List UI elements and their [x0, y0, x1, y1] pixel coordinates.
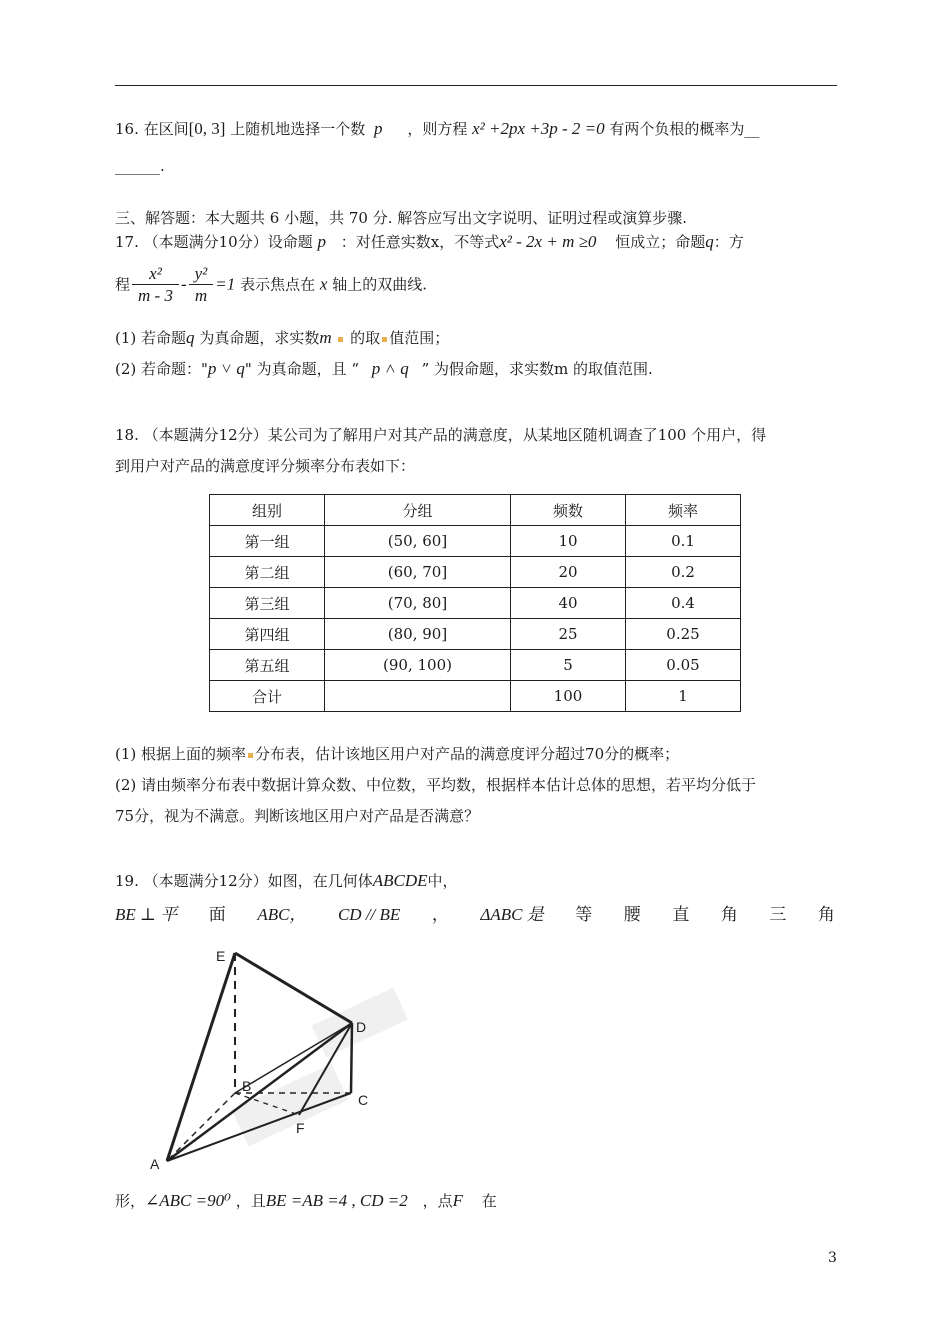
- q16-text-4: 有两个负根的概率为__: [609, 120, 760, 138]
- q17-sub1: [115, 327, 449, 349]
- scan-mark: [382, 337, 387, 342]
- q19-line3-text-d: 在: [481, 1192, 497, 1210]
- table-header-cell: 频率: [626, 495, 741, 526]
- table-cell: 第四组: [210, 619, 325, 650]
- table-cell: [325, 681, 511, 712]
- q17-sub1-var-q: q: [186, 328, 195, 347]
- table-cell: 0.1: [626, 526, 741, 557]
- table-header-row: [210, 495, 741, 526]
- q18-sub2-line1: [115, 774, 756, 796]
- q19-angle: ∠ABC =90⁰: [145, 1191, 231, 1210]
- table-row: [210, 588, 741, 619]
- q16-text-1: 16. 在区间: [115, 120, 189, 138]
- q17-var-q: q: [705, 232, 714, 251]
- q17-var-p: p: [317, 232, 326, 251]
- q16-equation: x² +2px +3p - 2 =0: [472, 119, 605, 138]
- q19-lengths: BE =AB =4 , CD =2: [265, 1191, 408, 1210]
- frequency-table: [209, 494, 741, 712]
- q16-var-p: p: [374, 119, 383, 138]
- q16-answer-blank: ______.: [115, 157, 165, 175]
- q17-sub1-text-d: 值范围；: [389, 329, 450, 347]
- table-cell: 第五组: [210, 650, 325, 681]
- q19-line3-text-a: 形，: [115, 1192, 146, 1210]
- q17-minus: -: [180, 274, 187, 294]
- table-row: [210, 526, 741, 557]
- q16-text-3: ，则方程: [407, 120, 468, 138]
- table-cell: 0.25: [626, 619, 741, 650]
- q19-token: 角: [817, 905, 835, 925]
- table-cell: 合计: [210, 681, 325, 712]
- q16-interval: [0, 3]: [188, 119, 226, 138]
- table-cell: 0.4: [626, 588, 741, 619]
- page-number: 3: [828, 1250, 837, 1266]
- table-cell: (90, 100): [325, 650, 511, 681]
- table-cell: 100: [511, 681, 626, 712]
- q17-var-x: x: [319, 274, 328, 294]
- q17-sub2-text-b: " 为真命题，且 “: [244, 360, 360, 378]
- q18-text-1: 18. （本题满分12分）某公司为了解用户对其产品的满意度，从某地区随机调查了100 个用户，得: [115, 426, 767, 444]
- table-cell: 10: [511, 526, 626, 557]
- q18-sub2-line2: [115, 805, 479, 827]
- table-cell: 25: [511, 619, 626, 650]
- q17-line2: [115, 264, 427, 307]
- q18-line2: [115, 455, 415, 477]
- table-cell: 第一组: [210, 526, 325, 557]
- label-F: F: [296, 1120, 305, 1136]
- q18-line1: [115, 424, 766, 446]
- q19-token: 直: [672, 905, 690, 925]
- q17-text-2: ：对任意实数x，不等式: [340, 233, 500, 251]
- q19-token: BE ⊥ 平: [115, 905, 178, 924]
- q18-sub2-text-2: 75分，视为不满意。判断该地区用户对产品是否满意？: [115, 807, 480, 825]
- table-cell: 5: [511, 650, 626, 681]
- q19-solid-name: ABCDE: [372, 871, 428, 890]
- q19-line3-text-b: ，且: [235, 1192, 266, 1210]
- table-cell: 第三组: [210, 588, 325, 619]
- q17-text-prefix: 程: [115, 275, 131, 294]
- table-row: [210, 619, 741, 650]
- table-cell: 0.2: [626, 557, 741, 588]
- q18-sub1: [115, 743, 679, 765]
- q19-token: ΔABC 是: [480, 905, 544, 924]
- q17-fraction-1: $\frac{\text{x²}}{m - 3}$: [132, 264, 179, 307]
- q17-text-end: 轴上的双曲线.: [332, 275, 427, 294]
- label-C: C: [358, 1092, 369, 1108]
- q17-line1: [115, 231, 744, 253]
- q16-line1: [115, 118, 759, 140]
- table-header-cell: 分组: [325, 495, 511, 526]
- q18-sub2-text-1: (2) 请由频率分布表中数据计算众数、中位数，平均数，根据样本估计总体的思想，若平均分低于: [115, 776, 757, 794]
- q19-line3-text-c: ，点: [422, 1192, 453, 1210]
- solid-diagram: [115, 935, 415, 1175]
- q19-token: 角: [720, 905, 738, 925]
- table-cell: (60, 70]: [325, 557, 511, 588]
- table-cell: (50, 60]: [325, 526, 511, 557]
- q19-line1: [115, 870, 458, 892]
- q18-sub1-text-b: 分布表，估计该地区用户对产品的满意度评分超过70分的概率；: [255, 745, 680, 763]
- table-cell: (70, 80]: [325, 588, 511, 619]
- table-cell: 40: [511, 588, 626, 619]
- q17-inequality: x² - 2x + m ≥0: [499, 232, 597, 251]
- scan-mark: [338, 337, 343, 342]
- q17-equals-one: =1: [215, 274, 236, 294]
- table-row: [210, 681, 741, 712]
- q19-token: 三: [769, 905, 787, 925]
- label-D: D: [356, 1019, 367, 1035]
- q19-point-F: F: [452, 1191, 463, 1210]
- table-row: [210, 557, 741, 588]
- q19-token: 等: [575, 905, 593, 925]
- q17-sub1-text-c: 的取: [350, 329, 381, 347]
- scan-mark: [248, 753, 253, 758]
- section-heading-text: 三、解答题：本大题共 6 小题，共 70 分. 解答应写出文字说明、证明过程或演算步骤.: [115, 209, 688, 227]
- q17-sub1-text-b: 为真命题，求实数: [199, 329, 320, 347]
- q19-token: 面: [208, 905, 226, 925]
- q19-line2: [115, 900, 835, 925]
- label-A: A: [150, 1156, 160, 1172]
- q18-text-2: 到用户对产品的满意度评分频率分布表如下：: [115, 457, 416, 475]
- q17-sub1-var-m: m: [319, 328, 332, 347]
- q17-sub2: [115, 358, 653, 380]
- q17-text-suffix: 表示焦点在: [240, 275, 316, 294]
- q19-text-a: 19. （本题满分12分）如图，在几何体: [115, 872, 373, 890]
- table-cell: 第二组: [210, 557, 325, 588]
- q16-text-2: 上随机地选择一个数: [230, 120, 366, 138]
- q19-token: CD // BE: [337, 905, 401, 924]
- q17-sub2-text-c: ” 为假命题，求实数m 的取值范围.: [421, 360, 653, 378]
- q17-sub2-p-and-q: p ˄ q: [371, 359, 409, 378]
- q17-fraction-2: $\frac{\text{y²}}{m}$: [189, 264, 214, 307]
- label-E: E: [216, 948, 226, 964]
- q19-token: ABC，: [257, 905, 307, 924]
- q19-text-b: 中，: [427, 872, 458, 890]
- table-header-cell: 频数: [511, 495, 626, 526]
- table-cell: 1: [626, 681, 741, 712]
- q17-sub1-text-a: (1) 若命题: [115, 329, 187, 347]
- geometry-figure: [115, 935, 415, 1175]
- q19-token: 腰: [623, 905, 641, 925]
- q16-line2: [115, 155, 165, 177]
- q18-sub1-text-a: (1) 根据上面的频率: [115, 745, 247, 763]
- header-rule: [115, 85, 837, 86]
- table-row: [210, 650, 741, 681]
- section-heading: [115, 207, 687, 229]
- q19-token: ，: [431, 905, 449, 925]
- table-cell: (80, 90]: [325, 619, 511, 650]
- q17-text-3: 恒成立；命题: [615, 233, 706, 251]
- q17-text-1: 17. （本题满分10分）设命题: [115, 233, 313, 251]
- table-cell: 0.05: [626, 650, 741, 681]
- q17-sub2-p-or-q: p ˅ q: [207, 359, 245, 378]
- edge-DC: [351, 1023, 352, 1093]
- table-cell: 20: [511, 557, 626, 588]
- q17-sub2-text-a: (2) 若命题：": [115, 360, 208, 378]
- table-header-cell: 组别: [210, 495, 325, 526]
- q19-line3: [115, 1190, 497, 1212]
- q17-text-4: ：方: [713, 233, 744, 251]
- label-B: B: [242, 1078, 252, 1094]
